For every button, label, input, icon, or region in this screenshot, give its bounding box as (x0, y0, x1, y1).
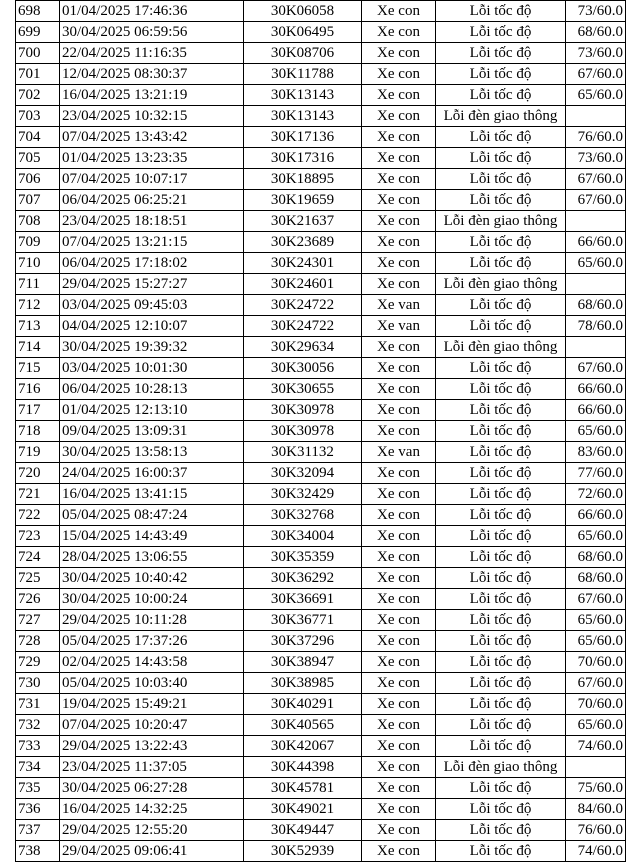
vehicle-type-cell: Xe con (362, 526, 436, 547)
row-number-cell: 708 (16, 211, 60, 232)
vehicle-type-cell: Xe con (362, 274, 436, 295)
row-number-cell: 703 (16, 106, 60, 127)
violation-type-cell: Lỗi tốc độ (436, 85, 566, 106)
violation-type-cell: Lỗi tốc độ (436, 169, 566, 190)
vehicle-type-cell: Xe con (362, 610, 436, 631)
license-plate-cell: 30K30056 (244, 358, 362, 379)
violation-type-cell: Lỗi tốc độ (436, 610, 566, 631)
speed-cell: 65/60.0 (566, 610, 626, 631)
row-number-cell: 724 (16, 547, 60, 568)
speed-cell: 66/60.0 (566, 505, 626, 526)
violation-type-cell: Lỗi tốc độ (436, 232, 566, 253)
violation-type-cell: Lỗi tốc độ (436, 253, 566, 274)
table-row (16, 736, 626, 757)
table-row (16, 358, 626, 379)
table-row (16, 316, 626, 337)
table-row (16, 1, 626, 22)
vehicle-type-cell: Xe con (362, 358, 436, 379)
violation-type-cell: Lỗi tốc độ (436, 22, 566, 43)
row-number-cell: 717 (16, 400, 60, 421)
license-plate-cell: 30K36292 (244, 568, 362, 589)
row-number-cell: 701 (16, 64, 60, 85)
row-number-cell: 716 (16, 379, 60, 400)
speed-cell: 68/60.0 (566, 22, 626, 43)
vehicle-type-cell: Xe con (362, 22, 436, 43)
license-plate-cell: 30K31132 (244, 442, 362, 463)
vehicle-type-cell: Xe con (362, 841, 436, 862)
violation-type-cell: Lỗi đèn giao thông (436, 274, 566, 295)
license-plate-cell: 30K13143 (244, 85, 362, 106)
row-number-cell: 718 (16, 421, 60, 442)
license-plate-cell: 30K06495 (244, 22, 362, 43)
table-row (16, 85, 626, 106)
license-plate-cell: 30K30978 (244, 400, 362, 421)
speed-cell: 67/60.0 (566, 169, 626, 190)
table-row (16, 400, 626, 421)
violation-type-cell: Lỗi tốc độ (436, 442, 566, 463)
row-number-cell: 730 (16, 673, 60, 694)
speed-cell: 65/60.0 (566, 631, 626, 652)
timestamp-cell: 16/04/2025 14:32:25 (60, 799, 244, 820)
row-number-cell: 735 (16, 778, 60, 799)
violation-type-cell: Lỗi tốc độ (436, 715, 566, 736)
violation-type-cell: Lỗi tốc độ (436, 820, 566, 841)
speed-cell (566, 106, 626, 127)
license-plate-cell: 30K17316 (244, 148, 362, 169)
row-number-cell: 715 (16, 358, 60, 379)
row-number-cell: 734 (16, 757, 60, 778)
speed-cell: 66/60.0 (566, 232, 626, 253)
timestamp-cell: 23/04/2025 11:37:05 (60, 757, 244, 778)
license-plate-cell: 30K17136 (244, 127, 362, 148)
vehicle-type-cell: Xe con (362, 232, 436, 253)
violation-type-cell: Lỗi đèn giao thông (436, 211, 566, 232)
license-plate-cell: 30K52939 (244, 841, 362, 862)
vehicle-type-cell: Xe con (362, 652, 436, 673)
row-number-cell: 732 (16, 715, 60, 736)
violation-type-cell: Lỗi tốc độ (436, 148, 566, 169)
vehicle-type-cell: Xe con (362, 211, 436, 232)
speed-cell: 77/60.0 (566, 463, 626, 484)
violation-type-cell: Lỗi đèn giao thông (436, 106, 566, 127)
timestamp-cell: 23/04/2025 10:32:15 (60, 106, 244, 127)
violation-type-cell: Lỗi tốc độ (436, 316, 566, 337)
speed-cell: 73/60.0 (566, 43, 626, 64)
table-row (16, 274, 626, 295)
license-plate-cell: 30K40291 (244, 694, 362, 715)
vehicle-type-cell: Xe con (362, 673, 436, 694)
vehicle-type-cell: Xe van (362, 295, 436, 316)
violation-type-cell: Lỗi tốc độ (436, 841, 566, 862)
table-row (16, 589, 626, 610)
speed-cell: 68/60.0 (566, 568, 626, 589)
table-row (16, 673, 626, 694)
timestamp-cell: 23/04/2025 18:18:51 (60, 211, 244, 232)
table-row (16, 337, 626, 358)
speed-cell: 65/60.0 (566, 421, 626, 442)
violation-type-cell: Lỗi tốc độ (436, 43, 566, 64)
row-number-cell: 699 (16, 22, 60, 43)
license-plate-cell: 30K23689 (244, 232, 362, 253)
violation-type-cell: Lỗi tốc độ (436, 673, 566, 694)
vehicle-type-cell: Xe con (362, 64, 436, 85)
vehicle-type-cell: Xe con (362, 253, 436, 274)
speed-cell: 68/60.0 (566, 547, 626, 568)
timestamp-cell: 28/04/2025 13:06:55 (60, 547, 244, 568)
row-number-cell: 728 (16, 631, 60, 652)
license-plate-cell: 30K44398 (244, 757, 362, 778)
table-row (16, 757, 626, 778)
speed-cell: 76/60.0 (566, 820, 626, 841)
vehicle-type-cell: Xe van (362, 442, 436, 463)
timestamp-cell: 07/04/2025 10:07:17 (60, 169, 244, 190)
speed-cell: 66/60.0 (566, 400, 626, 421)
violation-type-cell: Lỗi tốc độ (436, 568, 566, 589)
vehicle-type-cell: Xe con (362, 547, 436, 568)
violation-type-cell: Lỗi tốc độ (436, 400, 566, 421)
license-plate-cell: 30K21637 (244, 211, 362, 232)
row-number-cell: 723 (16, 526, 60, 547)
row-number-cell: 725 (16, 568, 60, 589)
speed-cell: 67/60.0 (566, 190, 626, 211)
timestamp-cell: 16/04/2025 13:21:19 (60, 85, 244, 106)
table-row (16, 778, 626, 799)
table-row (16, 379, 626, 400)
speed-cell: 65/60.0 (566, 253, 626, 274)
vehicle-type-cell: Xe con (362, 757, 436, 778)
violation-type-cell: Lỗi tốc độ (436, 526, 566, 547)
license-plate-cell: 30K24722 (244, 295, 362, 316)
violation-type-cell: Lỗi đèn giao thông (436, 757, 566, 778)
table-row (16, 631, 626, 652)
timestamp-cell: 30/04/2025 06:59:56 (60, 22, 244, 43)
row-number-cell: 713 (16, 316, 60, 337)
row-number-cell: 704 (16, 127, 60, 148)
speed-cell: 74/60.0 (566, 736, 626, 757)
timestamp-cell: 04/04/2025 12:10:07 (60, 316, 244, 337)
vehicle-type-cell: Xe con (362, 820, 436, 841)
violation-type-cell: Lỗi tốc độ (436, 799, 566, 820)
timestamp-cell: 19/04/2025 15:49:21 (60, 694, 244, 715)
license-plate-cell: 30K34004 (244, 526, 362, 547)
speed-cell: 73/60.0 (566, 1, 626, 22)
license-plate-cell: 30K45781 (244, 778, 362, 799)
row-number-cell: 729 (16, 652, 60, 673)
table-row (16, 190, 626, 211)
violation-type-cell: Lỗi tốc độ (436, 505, 566, 526)
speed-cell (566, 337, 626, 358)
vehicle-type-cell: Xe con (362, 169, 436, 190)
speed-cell: 66/60.0 (566, 379, 626, 400)
table-row (16, 127, 626, 148)
row-number-cell: 714 (16, 337, 60, 358)
row-number-cell: 738 (16, 841, 60, 862)
table-row (16, 106, 626, 127)
speed-cell: 74/60.0 (566, 841, 626, 862)
table-row (16, 442, 626, 463)
speed-cell: 70/60.0 (566, 694, 626, 715)
vehicle-type-cell: Xe con (362, 799, 436, 820)
violation-type-cell: Lỗi tốc độ (436, 379, 566, 400)
row-number-cell: 705 (16, 148, 60, 169)
violation-type-cell: Lỗi tốc độ (436, 358, 566, 379)
row-number-cell: 700 (16, 43, 60, 64)
license-plate-cell: 30K35359 (244, 547, 362, 568)
row-number-cell: 712 (16, 295, 60, 316)
violation-type-cell: Lỗi tốc độ (436, 295, 566, 316)
row-number-cell: 721 (16, 484, 60, 505)
vehicle-type-cell: Xe con (362, 463, 436, 484)
license-plate-cell: 30K24601 (244, 274, 362, 295)
timestamp-cell: 22/04/2025 11:16:35 (60, 43, 244, 64)
timestamp-cell: 29/04/2025 09:06:41 (60, 841, 244, 862)
table-row (16, 43, 626, 64)
speed-cell (566, 757, 626, 778)
timestamp-cell: 16/04/2025 13:41:15 (60, 484, 244, 505)
vehicle-type-cell: Xe con (362, 568, 436, 589)
timestamp-cell: 24/04/2025 16:00:37 (60, 463, 244, 484)
speed-cell: 67/60.0 (566, 673, 626, 694)
table-row (16, 295, 626, 316)
table-row (16, 820, 626, 841)
license-plate-cell: 30K24722 (244, 316, 362, 337)
violation-type-cell: Lỗi tốc độ (436, 694, 566, 715)
vehicle-type-cell: Xe con (362, 778, 436, 799)
violation-type-cell: Lỗi tốc độ (436, 1, 566, 22)
vehicle-type-cell: Xe con (362, 715, 436, 736)
license-plate-cell: 30K36771 (244, 610, 362, 631)
vehicle-type-cell: Xe con (362, 1, 436, 22)
timestamp-cell: 29/04/2025 15:27:27 (60, 274, 244, 295)
speed-cell: 65/60.0 (566, 715, 626, 736)
timestamp-cell: 30/04/2025 13:58:13 (60, 442, 244, 463)
license-plate-cell: 30K06058 (244, 1, 362, 22)
row-number-cell: 722 (16, 505, 60, 526)
license-plate-cell: 30K37296 (244, 631, 362, 652)
license-plate-cell: 30K32429 (244, 484, 362, 505)
violation-type-cell: Lỗi tốc độ (436, 421, 566, 442)
speed-cell: 72/60.0 (566, 484, 626, 505)
violation-type-cell: Lỗi tốc độ (436, 127, 566, 148)
violation-type-cell: Lỗi tốc độ (436, 736, 566, 757)
timestamp-cell: 03/04/2025 09:45:03 (60, 295, 244, 316)
row-number-cell: 736 (16, 799, 60, 820)
table-row (16, 253, 626, 274)
vehicle-type-cell: Xe con (362, 736, 436, 757)
vehicle-type-cell: Xe con (362, 190, 436, 211)
table-body (16, 1, 626, 862)
timestamp-cell: 05/04/2025 08:47:24 (60, 505, 244, 526)
row-number-cell: 702 (16, 85, 60, 106)
speed-cell: 78/60.0 (566, 316, 626, 337)
vehicle-type-cell: Xe con (362, 589, 436, 610)
license-plate-cell: 30K19659 (244, 190, 362, 211)
timestamp-cell: 15/04/2025 14:43:49 (60, 526, 244, 547)
row-number-cell: 720 (16, 463, 60, 484)
table-row (16, 547, 626, 568)
timestamp-cell: 02/04/2025 14:43:58 (60, 652, 244, 673)
row-number-cell: 711 (16, 274, 60, 295)
speed-cell: 73/60.0 (566, 148, 626, 169)
row-number-cell: 698 (16, 1, 60, 22)
table-row (16, 799, 626, 820)
timestamp-cell: 05/04/2025 17:37:26 (60, 631, 244, 652)
timestamp-cell: 07/04/2025 13:43:42 (60, 127, 244, 148)
table-row (16, 463, 626, 484)
table-row (16, 22, 626, 43)
timestamp-cell: 01/04/2025 12:13:10 (60, 400, 244, 421)
vehicle-type-cell: Xe con (362, 379, 436, 400)
vehicle-type-cell: Xe con (362, 127, 436, 148)
row-number-cell: 710 (16, 253, 60, 274)
timestamp-cell: 29/04/2025 12:55:20 (60, 820, 244, 841)
license-plate-cell: 30K42067 (244, 736, 362, 757)
license-plate-cell: 30K13143 (244, 106, 362, 127)
table-row (16, 652, 626, 673)
row-number-cell: 719 (16, 442, 60, 463)
table-row (16, 232, 626, 253)
vehicle-type-cell: Xe con (362, 148, 436, 169)
license-plate-cell: 30K32094 (244, 463, 362, 484)
violation-type-cell: Lỗi tốc độ (436, 652, 566, 673)
timestamp-cell: 29/04/2025 10:11:28 (60, 610, 244, 631)
vehicle-type-cell: Xe con (362, 43, 436, 64)
vehicle-type-cell: Xe van (362, 316, 436, 337)
vehicle-type-cell: Xe con (362, 421, 436, 442)
license-plate-cell: 30K38947 (244, 652, 362, 673)
violation-type-cell: Lỗi tốc độ (436, 190, 566, 211)
vehicle-type-cell: Xe con (362, 400, 436, 421)
table-row (16, 484, 626, 505)
license-plate-cell: 30K18895 (244, 169, 362, 190)
row-number-cell: 733 (16, 736, 60, 757)
table-row (16, 526, 626, 547)
speed-cell (566, 211, 626, 232)
license-plate-cell: 30K11788 (244, 64, 362, 85)
table-row (16, 610, 626, 631)
speed-cell: 70/60.0 (566, 652, 626, 673)
timestamp-cell: 05/04/2025 10:03:40 (60, 673, 244, 694)
timestamp-cell: 29/04/2025 13:22:43 (60, 736, 244, 757)
row-number-cell: 706 (16, 169, 60, 190)
table-row (16, 841, 626, 862)
table-row (16, 64, 626, 85)
timestamp-cell: 07/04/2025 13:21:15 (60, 232, 244, 253)
row-number-cell: 727 (16, 610, 60, 631)
speed-cell: 65/60.0 (566, 85, 626, 106)
vehicle-type-cell: Xe con (362, 484, 436, 505)
table-row (16, 694, 626, 715)
timestamp-cell: 30/04/2025 19:39:32 (60, 337, 244, 358)
table-row (16, 169, 626, 190)
speed-cell: 67/60.0 (566, 358, 626, 379)
timestamp-cell: 01/04/2025 17:46:36 (60, 1, 244, 22)
timestamp-cell: 07/04/2025 10:20:47 (60, 715, 244, 736)
timestamp-cell: 06/04/2025 17:18:02 (60, 253, 244, 274)
timestamp-cell: 30/04/2025 10:40:42 (60, 568, 244, 589)
row-number-cell: 726 (16, 589, 60, 610)
vehicle-type-cell: Xe con (362, 694, 436, 715)
license-plate-cell: 30K36691 (244, 589, 362, 610)
violation-type-cell: Lỗi tốc độ (436, 631, 566, 652)
violations-table (15, 0, 626, 862)
speed-cell: 67/60.0 (566, 64, 626, 85)
license-plate-cell: 30K49447 (244, 820, 362, 841)
timestamp-cell: 12/04/2025 08:30:37 (60, 64, 244, 85)
timestamp-cell: 30/04/2025 06:27:28 (60, 778, 244, 799)
row-number-cell: 737 (16, 820, 60, 841)
license-plate-cell: 30K29634 (244, 337, 362, 358)
license-plate-cell: 30K30978 (244, 421, 362, 442)
speed-cell: 65/60.0 (566, 526, 626, 547)
table-row (16, 568, 626, 589)
speed-cell: 84/60.0 (566, 799, 626, 820)
table-row (16, 211, 626, 232)
license-plate-cell: 30K32768 (244, 505, 362, 526)
vehicle-type-cell: Xe con (362, 85, 436, 106)
violation-type-cell: Lỗi đèn giao thông (436, 337, 566, 358)
license-plate-cell: 30K24301 (244, 253, 362, 274)
speed-cell: 83/60.0 (566, 442, 626, 463)
speed-cell (566, 274, 626, 295)
vehicle-type-cell: Xe con (362, 106, 436, 127)
license-plate-cell: 30K49021 (244, 799, 362, 820)
table-row (16, 148, 626, 169)
violation-type-cell: Lỗi tốc độ (436, 589, 566, 610)
vehicle-type-cell: Xe con (362, 505, 436, 526)
vehicle-type-cell: Xe con (362, 631, 436, 652)
vehicle-type-cell: Xe con (362, 337, 436, 358)
violation-type-cell: Lỗi tốc độ (436, 463, 566, 484)
table-row (16, 505, 626, 526)
speed-cell: 67/60.0 (566, 589, 626, 610)
row-number-cell: 709 (16, 232, 60, 253)
license-plate-cell: 30K08706 (244, 43, 362, 64)
table-row (16, 421, 626, 442)
row-number-cell: 731 (16, 694, 60, 715)
row-number-cell: 707 (16, 190, 60, 211)
timestamp-cell: 09/04/2025 13:09:31 (60, 421, 244, 442)
violation-type-cell: Lỗi tốc độ (436, 64, 566, 85)
timestamp-cell: 03/04/2025 10:01:30 (60, 358, 244, 379)
speed-cell: 76/60.0 (566, 127, 626, 148)
violation-type-cell: Lỗi tốc độ (436, 547, 566, 568)
timestamp-cell: 06/04/2025 06:25:21 (60, 190, 244, 211)
license-plate-cell: 30K30655 (244, 379, 362, 400)
timestamp-cell: 06/04/2025 10:28:13 (60, 379, 244, 400)
violation-type-cell: Lỗi tốc độ (436, 484, 566, 505)
timestamp-cell: 30/04/2025 10:00:24 (60, 589, 244, 610)
speed-cell: 68/60.0 (566, 295, 626, 316)
license-plate-cell: 30K38985 (244, 673, 362, 694)
violation-type-cell: Lỗi tốc độ (436, 778, 566, 799)
license-plate-cell: 30K40565 (244, 715, 362, 736)
timestamp-cell: 01/04/2025 13:23:35 (60, 148, 244, 169)
table-row (16, 715, 626, 736)
speed-cell: 75/60.0 (566, 778, 626, 799)
